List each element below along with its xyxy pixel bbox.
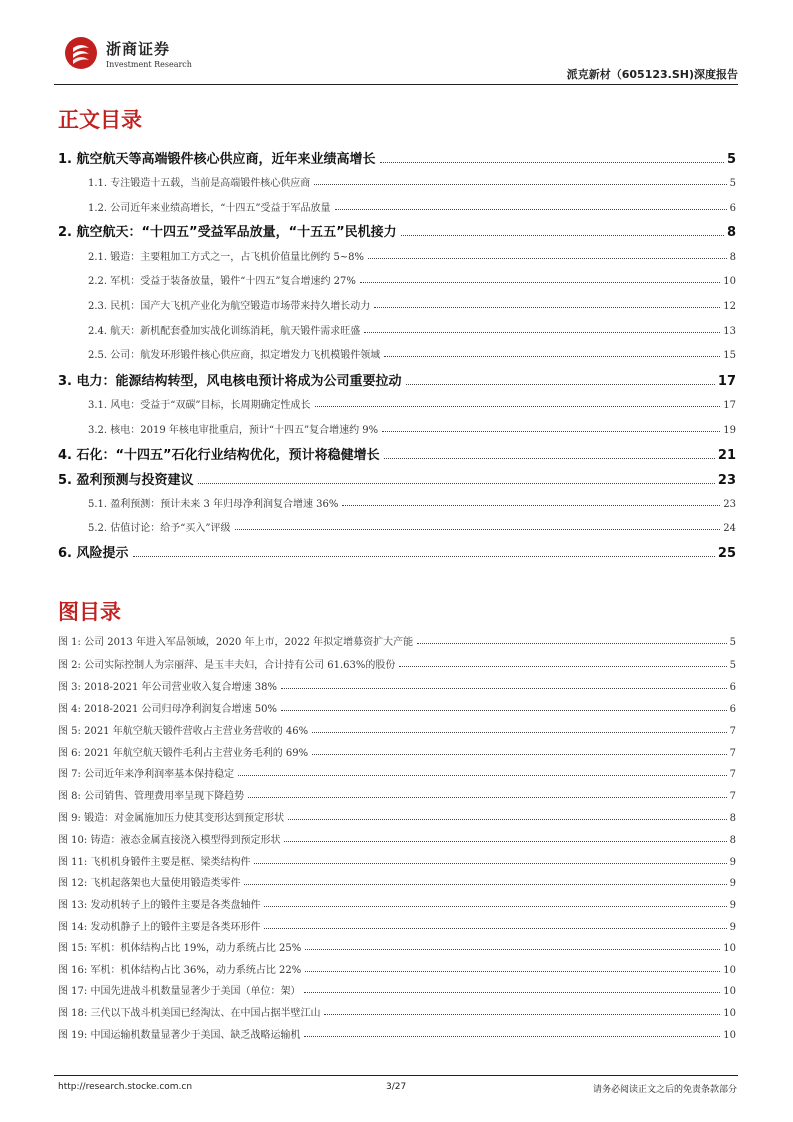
toc-entry-page: 15: [723, 350, 736, 361]
figure-entry-page: 8: [729, 813, 736, 824]
report-title: 派克新材（605123.SH)深度报告: [566, 68, 738, 81]
toc-title: 正文目录: [58, 108, 142, 132]
figure-entry-text: 图 4: 2018-2021 公司归母净利润复合增速 50%: [58, 704, 277, 715]
toc-entry[interactable]: [88, 322, 736, 337]
logo-subtext: Investment Research: [106, 60, 192, 69]
toc-entry-text: 5.2. 估值讨论：给予“买入”评级: [88, 523, 231, 534]
figure-entry[interactable]: [58, 918, 736, 933]
figure-entry-page: 7: [729, 791, 736, 802]
figure-entry-page: 8: [729, 835, 736, 846]
figure-entry-text: 图 11: 飞机机身锻件主要是框、梁类结构件: [58, 857, 251, 868]
footer-url[interactable]: http://research.stocke.com.cn: [58, 1082, 193, 1092]
figure-entry-text: 图 8: 公司销售、管理费用率呈现下降趋势: [58, 791, 245, 802]
toc-entry-text: 3.1. 风电：受益于“双碳”目标，长周期确定性成长: [88, 400, 311, 411]
figure-entry-text: 图 18: 三代以下战斗机美国已经淘汰、在中国占据半壁江山: [58, 1008, 321, 1019]
toc-entry-text: 5. 盈利预测与投资建议: [58, 473, 194, 488]
toc-entry-page: 24: [723, 523, 736, 534]
figure-entry-text: 图 13: 发动机转子上的锻件主要是各类盘轴件: [58, 900, 261, 911]
figure-entry[interactable]: [58, 1026, 736, 1041]
figure-entry-text: 图 6: 2021 年航空航天锻件毛利占主营业务毛利的 69%: [58, 748, 309, 759]
figure-entry-page: 9: [729, 900, 736, 911]
figure-entry-text: 图 5: 2021 年航空航天锻件营收占主营业务营收的 46%: [58, 726, 309, 737]
toc-entry-page: 23: [723, 499, 736, 510]
toc-entry-text: 4. 石化：“十四五”石化行业结构优化，预计将稳健增长: [58, 448, 380, 463]
figure-entry-text: 图 7: 公司近年来净利润率基本保持稳定: [58, 769, 235, 780]
figure-entry-text: 图 16: 军机：机体结构占比 36%，动力系统占比 22%: [58, 965, 302, 976]
toc-entry[interactable]: [58, 370, 736, 389]
toc-entry-page: 8: [729, 252, 736, 263]
toc-entry-page: 25: [717, 546, 736, 561]
figure-entry-text: 图 10: 铸造：液态金属直接浇入模型得到预定形状: [58, 835, 281, 846]
figure-entry[interactable]: [58, 809, 736, 824]
toc-entry-page: 12: [723, 301, 736, 312]
figure-entry[interactable]: [58, 853, 736, 868]
figure-entry-page: 5: [729, 660, 736, 671]
figure-entry-text: 图 15: 军机：机体结构占比 19%，动力系统占比 25%: [58, 943, 302, 954]
toc-entry[interactable]: [58, 469, 736, 488]
toc-entry-text: 5.1. 盈利预测：预计未来 3 年归母净利润复合增速 36%: [88, 499, 339, 510]
figure-entry-page: 7: [729, 769, 736, 780]
toc-entry-text: 6. 风险提示: [58, 546, 129, 561]
figure-entry[interactable]: [58, 633, 736, 648]
figure-entry-text: 图 2: 公司实际控制人为宗丽萍、是玉丰夫妇，合计持有公司 61.63%的股份: [58, 660, 396, 671]
page-number: 3/27: [386, 1082, 407, 1092]
toc-entry[interactable]: [88, 421, 736, 436]
toc-entry-page: 17: [723, 400, 736, 411]
toc-entry-page: 23: [717, 473, 736, 488]
figure-entry[interactable]: [58, 961, 736, 976]
toc-entry-page: 21: [717, 448, 736, 463]
figure-entry-page: 9: [729, 878, 736, 889]
toc-entry-page: 17: [717, 374, 736, 389]
toc-entry[interactable]: [88, 248, 736, 263]
figures-title: 图目录: [58, 600, 121, 624]
figure-entry-page: 10: [723, 965, 736, 976]
toc-entry-text: 2. 航空航天：“十四五”受益军品放量，“十五五”民机接力: [58, 225, 397, 240]
figure-entry-text: 图 14: 发动机静子上的锻件主要是各类环形件: [58, 922, 261, 933]
figure-entry-page: 10: [723, 943, 736, 954]
page-header: [54, 32, 738, 84]
toc-entry-page: 19: [723, 425, 736, 436]
toc-entry[interactable]: [88, 396, 736, 411]
figure-entry-page: 10: [723, 1030, 736, 1041]
figure-entry[interactable]: [58, 982, 736, 997]
footer-disclaimer: 请务必阅读正文之后的免责条款部分: [592, 1085, 737, 1095]
toc-entry[interactable]: [88, 199, 736, 214]
toc-entry-text: 1.2. 公司近年来业绩高增长，“十四五”受益于军品放量: [88, 203, 331, 214]
figure-entry[interactable]: [58, 874, 736, 889]
figure-entry-page: 9: [729, 922, 736, 933]
figure-entry[interactable]: [58, 831, 736, 846]
toc-entry-text: 3.2. 核电：2019 年核电审批重启，预计“十四五”复合增速约 9%: [88, 425, 379, 436]
figure-entry-text: 图 19: 中国运输机数量显著少于美国、缺乏战略运输机: [58, 1030, 301, 1041]
figure-entry-text: 图 9: 锻造：对金属施加压力使其变形达到预定形状: [58, 813, 285, 824]
figure-entry[interactable]: [58, 896, 736, 911]
toc-entry-text: 2.5. 公司：航发环形锻件核心供应商，拟定增发力飞机模锻件领域: [88, 350, 381, 361]
toc-entry[interactable]: [58, 542, 736, 561]
toc-entry-text: 1.1. 专注锻造十五载，当前是高端锻件核心供应商: [88, 178, 311, 189]
figure-entry-text: 图 3: 2018-2021 年公司营业收入复合增速 38%: [58, 682, 277, 693]
toc-entry-page: 5: [729, 178, 736, 189]
toc-entry-page: 5: [726, 152, 736, 167]
toc-entry[interactable]: [88, 495, 736, 510]
figure-entry[interactable]: [58, 1004, 736, 1019]
figure-entry-page: 7: [729, 726, 736, 737]
toc-entry-text: 2.4. 航天：新机配套叠加实战化训练消耗，航天锻件需求旺盛: [88, 326, 361, 337]
figure-entry[interactable]: [58, 744, 736, 759]
figure-entry-text: 图 17: 中国先进战斗机数量显著少于美国（单位：架）: [58, 986, 301, 997]
figure-entry-page: 10: [723, 986, 736, 997]
toc-entry[interactable]: [88, 346, 736, 361]
toc-entry-text: 3. 电力：能源结构转型，风电核电预计将成为公司重要拉动: [58, 374, 402, 389]
toc-entry[interactable]: [88, 519, 736, 534]
figure-entry[interactable]: [58, 656, 736, 671]
toc-entry-page: 10: [723, 276, 736, 287]
figure-entry-text: 图 1: 公司 2013 年进入军品领域，2020 年上市，2022 年拟定增募资扩大产能: [58, 637, 414, 648]
toc-entry-text: 2.2. 军机：受益于装备放量，锻件“十四五”复合增速约 27%: [88, 276, 356, 287]
figure-entry-page: 10: [723, 1008, 736, 1019]
toc-entry-text: 1. 航空航天等高端锻件核心供应商，近年来业绩高增长: [58, 152, 376, 167]
figure-entry[interactable]: [58, 939, 736, 954]
figure-entry-text: 图 12: 飞机起落架也大量使用锻造类零件: [58, 878, 241, 889]
logo-icon: [64, 36, 98, 70]
toc-entry[interactable]: [58, 148, 736, 167]
toc-entry-page: 13: [723, 326, 736, 337]
figure-entry[interactable]: [58, 765, 736, 780]
toc-entry[interactable]: [88, 297, 736, 312]
toc-entry[interactable]: [88, 272, 736, 287]
toc-entry[interactable]: [58, 444, 736, 463]
toc-entry[interactable]: [58, 221, 736, 240]
toc-entry-text: 2.3. 民机：国产大飞机产业化为航空锻造市场带来持久增长动力: [88, 301, 371, 312]
footer-divider: [54, 1075, 738, 1076]
figure-entry-page: 9: [729, 857, 736, 868]
header-divider: [54, 84, 738, 85]
figure-entry[interactable]: [58, 787, 736, 802]
figure-entry-page: 6: [729, 682, 736, 693]
logo-text: 浙商证券: [106, 40, 171, 58]
figure-entry[interactable]: [58, 678, 736, 693]
toc-entry-text: 2.1. 锻造：主要粗加工方式之一，占飞机价值量比例约 5~8%: [88, 252, 365, 263]
figure-entry[interactable]: [58, 722, 736, 737]
toc-entry-page: 6: [729, 203, 736, 214]
figure-entry[interactable]: [58, 700, 736, 715]
figure-entry-page: 6: [729, 704, 736, 715]
toc-entry[interactable]: [88, 174, 736, 189]
figure-entry-page: 7: [729, 748, 736, 759]
figure-entry-page: 5: [729, 637, 736, 648]
toc-entry-page: 8: [726, 225, 736, 240]
